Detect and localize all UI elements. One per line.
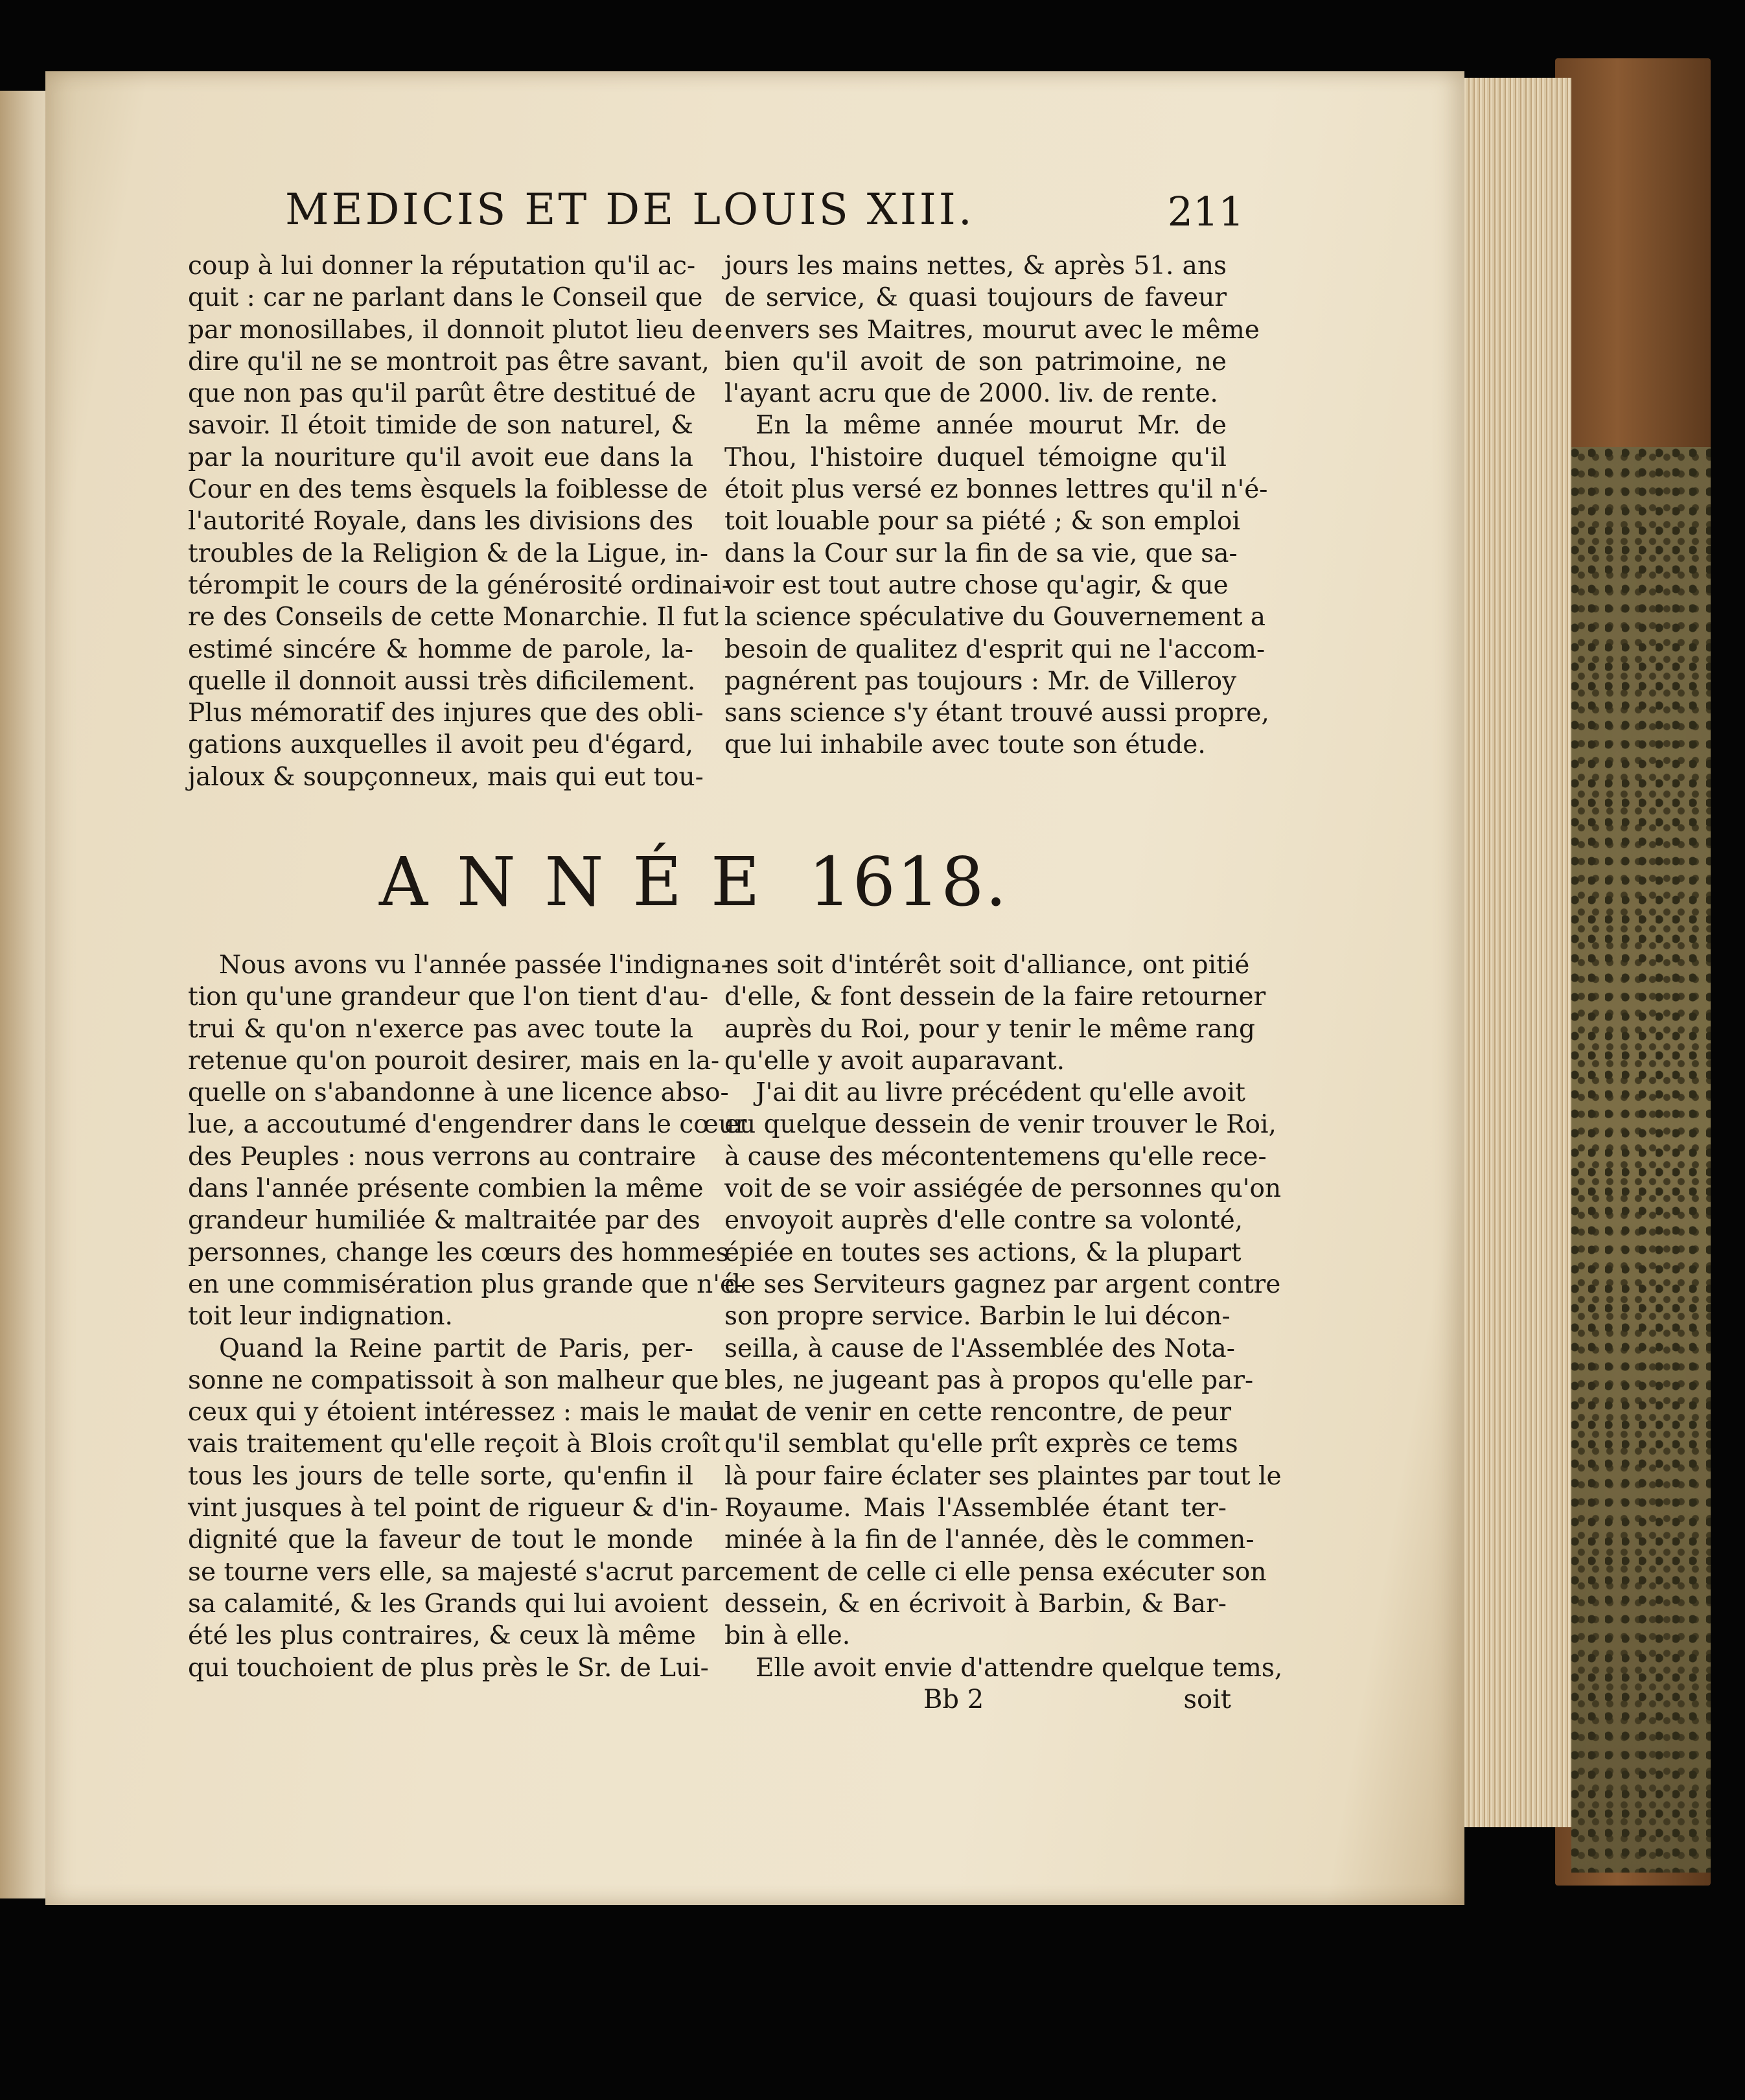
text-line: eu quelque dessein de venir trouver le Roi, (724, 1110, 1277, 1140)
text-column-top-right (724, 250, 1269, 761)
signature-mark: Bb 2 (923, 1685, 984, 1714)
text-line: d'elle, & font dessein de la faire retourner (724, 982, 1266, 1012)
text-line: Thou, l'histoire duquel témoigne qu'il (724, 443, 1227, 472)
text-line: pagnérent pas toujours : Mr. de Villeroy (724, 666, 1237, 696)
text-line: l'autorité Royale, dans les divisions des (188, 507, 693, 537)
text-line: épiée en toutes ses actions, & la plupart (724, 1238, 1242, 1267)
text-line: été les plus contraires, & ceux là même (188, 1621, 696, 1651)
text-line: Royaume. Mais l'Assemblée étant ter- (724, 1494, 1227, 1523)
text-line: sans science s'y étant trouvé aussi propre, (724, 698, 1269, 728)
text-line: dessein, & en écrivoit à Barbin, & Bar- (724, 1589, 1227, 1619)
text-line: quelle on s'abandonne à une licence abso- (188, 1078, 729, 1108)
text-line: besoin de qualitez d'esprit qui ne l'accom- (724, 634, 1265, 664)
text-line: auprès du Roi, pour y tenir le même rang (724, 1014, 1255, 1044)
text-line: bles, ne jugeant pas à propos qu'elle par- (724, 1365, 1254, 1395)
text-line: se tourne vers elle, sa majesté s'acrut par (188, 1557, 724, 1587)
text-line: vint jusques à tel point de rigueur & d'in- (188, 1494, 719, 1523)
text-line: quelle il donnoit aussi très dificilement. (188, 666, 696, 696)
text-line: lue, a accoutumé d'engendrer dans le cœur (188, 1110, 747, 1140)
year-heading-number: 1618. (808, 842, 1008, 921)
text-line: que lui inhabile avec toute son étude. (724, 730, 1206, 760)
text-line: re des Conseils de cette Monarchie. Il fut (188, 603, 719, 632)
text-line: bin à elle. (724, 1621, 851, 1651)
text-line: seilla, à cause de l'Assemblée des Nota- (724, 1333, 1235, 1363)
text-line: coup à lui donner la réputation qu'il ac- (188, 251, 696, 281)
text-line: trui & qu'on n'exerce pas avec toute la (188, 1014, 693, 1044)
text-line: dans l'année présente combien la même (188, 1174, 704, 1204)
text-line: à cause des mécontentemens qu'elle rece- (724, 1142, 1267, 1171)
text-line: bien qu'il avoit de son patrimoine, ne (724, 347, 1227, 376)
text-line: minée à la fin de l'année, dès le commen- (724, 1525, 1254, 1555)
text-line: son propre service. Barbin le lui décon- (724, 1302, 1231, 1332)
text-line: de service, & quasi toujours de faveur (724, 283, 1227, 313)
text-line: cement de celle ci elle pensa exécuter son (724, 1557, 1267, 1587)
text-line: retenue qu'on pouroit desirer, mais en la- (188, 1046, 720, 1076)
text-line: étoit plus versé ez bonnes lettres qu'il n'é- (724, 475, 1268, 505)
year-heading-word: ANNÉE (379, 842, 789, 921)
text-line: tous les jours de telle sorte, qu'enfin il (188, 1461, 693, 1491)
text-line: envoyoit auprès d'elle contre sa volonté, (724, 1206, 1243, 1236)
text-line: l'ayant acru que de 2000. liv. de rente. (724, 379, 1218, 409)
text-line: vais traitement qu'elle reçoit à Blois croît (188, 1429, 721, 1459)
text-line: qu'il semblat qu'elle prît exprès ce tems (724, 1429, 1238, 1459)
text-line: dire qu'il ne se montroit pas être savant, (188, 347, 710, 376)
text-column-top-left (188, 250, 730, 793)
page-edges-stack (1461, 78, 1571, 1827)
text-line: quit : car ne parlant dans le Conseil que (188, 283, 703, 313)
text-line: tion qu'une grandeur que l'on tient d'au- (188, 982, 709, 1012)
text-line: Cour en des tems èsquels la foiblesse de (188, 475, 708, 505)
text-line: sa calamité, & les Grands qui lui avoient (188, 1589, 708, 1619)
text-line: là pour faire éclater ses plaintes par tout le (724, 1461, 1282, 1491)
text-line: que non pas qu'il parût être destitué de (188, 379, 696, 409)
text-line: voit de se voir assiégée de personnes qu'on (724, 1174, 1282, 1204)
page-number: 211 (1167, 188, 1244, 235)
text-line: En la même année mourut Mr. de (756, 411, 1227, 441)
running-head: MEDICIS ET DE LOUIS XIII. (285, 185, 975, 235)
text-line: voir est tout autre chose qu'agir, & que (724, 570, 1229, 600)
text-line: Nous avons vu l'année passée l'indigna- (219, 951, 730, 980)
text-line: nes soit d'intérêt soit d'alliance, ont pitié (724, 951, 1250, 980)
text-line: grandeur humiliée & maltraitée par des (188, 1206, 700, 1236)
text-line: Plus mémoratif des injures que des obli- (188, 698, 704, 728)
text-line: J'ai dit au livre précédent qu'elle avoit (756, 1078, 1245, 1108)
text-line: toit leur indignation. (188, 1302, 453, 1332)
marbled-endpaper (1571, 447, 1711, 1873)
text-line: estimé sincére & homme de parole, la- (188, 634, 693, 664)
text-line: jours les mains nettes, & après 51. ans (724, 251, 1227, 281)
text-column-bottom-left (188, 949, 747, 1684)
text-line: personnes, change les cœurs des hommes (188, 1238, 729, 1267)
year-heading (379, 842, 1092, 927)
text-line: savoir. Il étoit timide de son naturel, & (188, 411, 693, 441)
text-line: de ses Serviteurs gagnez par argent contre (724, 1269, 1281, 1299)
text-line: jaloux & soupçonneux, mais qui eut tou- (188, 762, 704, 792)
text-line: dignité que la faveur de tout le monde (188, 1525, 693, 1555)
text-line: par monosillabes, il donnoit plutot lieu de (188, 315, 723, 345)
text-line: qui touchoient de plus près le Sr. de Lui- (188, 1653, 709, 1683)
text-line: troubles de la Religion & de la Ligue, in- (188, 538, 709, 568)
text-line: par la nouriture qu'il avoit eue dans la (188, 443, 693, 472)
text-line: ceux qui y étoient intéressez : mais le mau- (188, 1398, 743, 1427)
text-column-bottom-right (724, 949, 1283, 1684)
text-line: Elle avoit envie d'attendre quelque tems, (756, 1653, 1283, 1683)
catchword: soit (1183, 1685, 1231, 1714)
text-line: en une commisération plus grande que n'é- (188, 1269, 744, 1299)
text-line: gations auxquelles il avoit peu d'égard, (188, 730, 693, 760)
text-line: la science spéculative du Gouvernement a (724, 603, 1266, 632)
text-line: lat de venir en cette rencontre, de peur (724, 1398, 1232, 1427)
text-line: qu'elle y avoit auparavant. (724, 1046, 1065, 1076)
text-line: dans la Cour sur la fin de sa vie, que sa- (724, 538, 1238, 568)
text-line: toit louable pour sa piété ; & son emploi (724, 507, 1240, 537)
text-line: térompit le cours de la générosité ordinai- (188, 570, 730, 600)
text-line: sonne ne compatissoit à son malheur que (188, 1365, 719, 1395)
text-line: Quand la Reine partit de Paris, per- (219, 1333, 693, 1363)
text-line: des Peuples : nous verrons au contraire (188, 1142, 697, 1171)
text-line: envers ses Maitres, mourut avec le même (724, 315, 1260, 345)
